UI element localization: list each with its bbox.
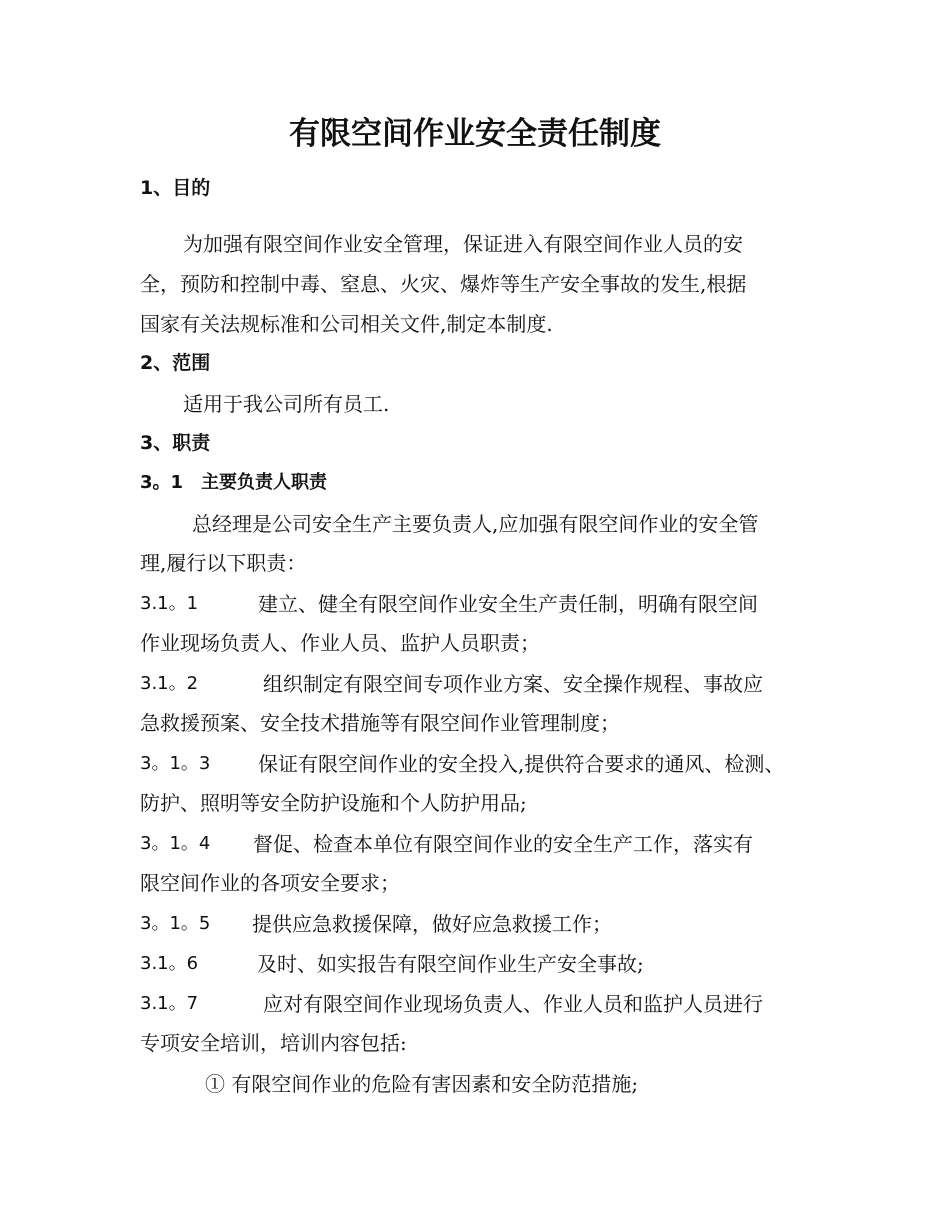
section-heading-purpose: 1、目的 (140, 177, 211, 199)
paragraph-line: 适用于我公司所有员工. (183, 392, 390, 416)
item-number: 3.1。6 (140, 953, 199, 974)
item-number: 3.1。2 (140, 673, 199, 694)
item-text: 作业现场负责人、作业人员、监护人员职责； (140, 631, 540, 655)
item-number: 3。1。3 (140, 753, 211, 774)
item-text: 防护、照明等安全防护设施和个人防护用品; (140, 791, 527, 815)
item-text: 保证有限空间作业的安全投入,提供符合要求的通风、检测、 (258, 752, 785, 776)
item-number: 3。1。5 (140, 913, 211, 934)
item-text: 提供应急救援保障，做好应急救援工作； (252, 912, 612, 936)
item-text: 急救援预案、安全技术措施等有限空间作业管理制度； (140, 711, 620, 735)
paragraph-line: 国家有关法规标准和公司相关文件,制定本制度. (140, 312, 553, 336)
item-number: 3.1。1 (140, 593, 199, 614)
subsection-heading: 3。1 主要负责人职责 (140, 472, 328, 493)
item-text: 督促、检查本单位有限空间作业的安全生产工作，落实有 (253, 832, 753, 856)
item-text: 及时、如实报告有限空间作业生产安全事故; (257, 952, 644, 976)
item-text: 限空间作业的各项安全要求； (140, 871, 400, 895)
paragraph-line: 理,履行以下职责： (140, 551, 307, 575)
item-text: 专项安全培训，培训内容包括: (140, 1031, 407, 1055)
document-title: 有限空间作业安全责任制度 (289, 116, 661, 152)
paragraph-line: 全，预防和控制中毒、窒息、火灾、爆炸等生产安全事故的发生,根据 (140, 272, 747, 296)
training-list-item: ① 有限空间作业的危险有害因素和安全防范措施; (205, 1072, 639, 1096)
paragraph-line: 为加强有限空间作业安全管理，保证进入有限空间作业人员的安 (183, 232, 743, 256)
section-heading-scope: 2、范围 (140, 352, 211, 374)
item-text: 组织制定有限空间专项作业方案、安全操作规程、事故应 (263, 672, 763, 696)
item-text: 建立、健全有限空间作业安全生产责任制，明确有限空间 (258, 592, 758, 616)
item-text: 应对有限空间作业现场负责人、作业人员和监护人员进行 (263, 992, 763, 1016)
item-number: 3。1。4 (140, 833, 211, 854)
section-heading-responsibilities: 3、职责 (140, 432, 211, 454)
paragraph-line: 总经理是公司安全生产主要负责人,应加强有限空间作业的安全管 (192, 512, 759, 536)
item-number: 3.1。7 (140, 993, 199, 1014)
